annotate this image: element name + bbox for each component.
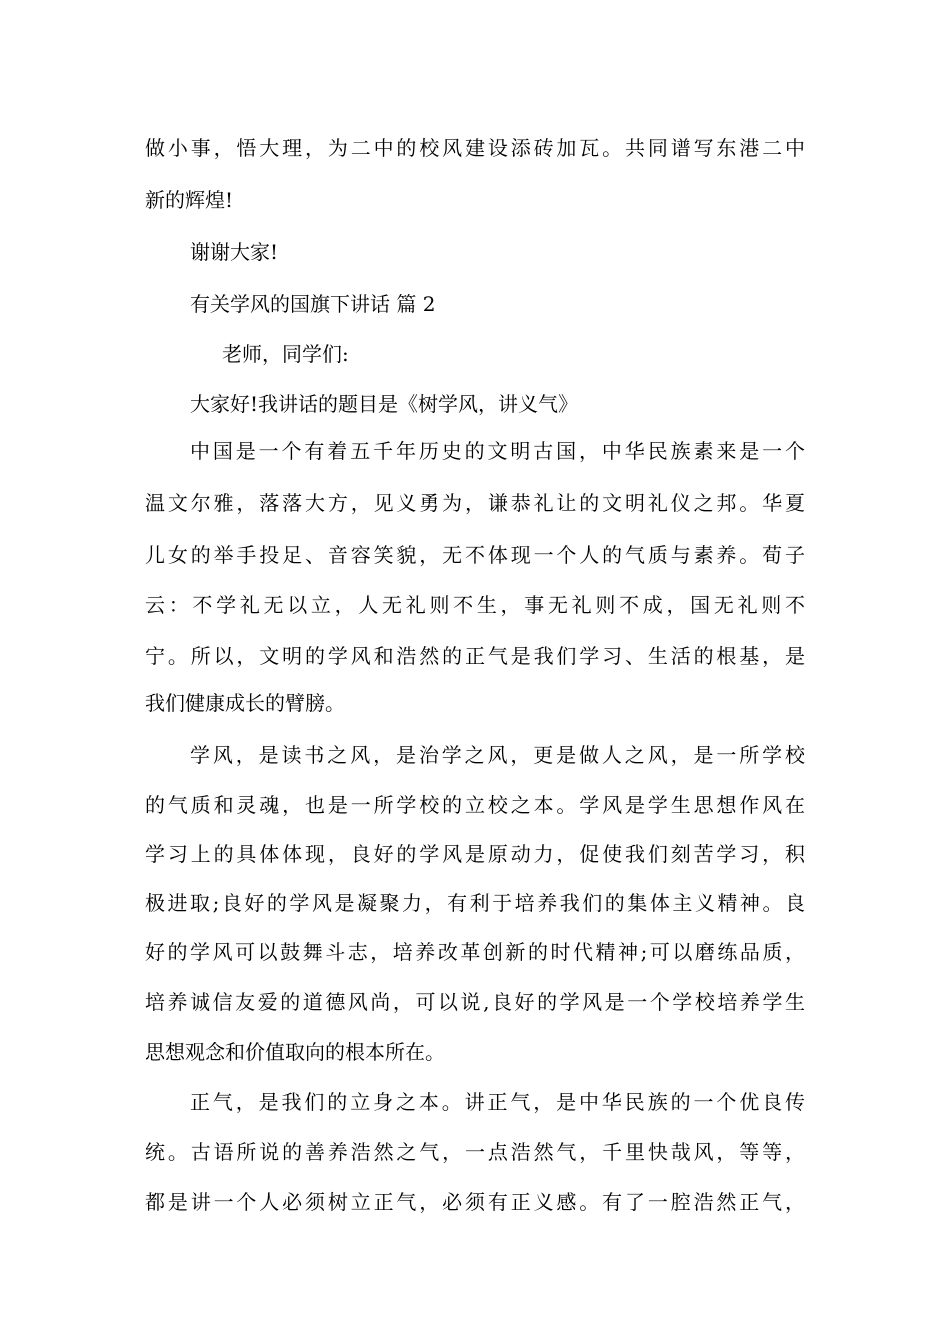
paragraph-line: 统。古语所说的善养浩然之气，一点浩然气，千里快哉风，等等， <box>145 1140 805 1164</box>
section-heading: 有关学风的国旗下讲话 篇 2 <box>190 292 436 316</box>
paragraph-line: 都是讲一个人必须树立正气，必须有正义感。有了一腔浩然正气， <box>145 1190 805 1214</box>
continuation-line-2: 新的辉煌! <box>145 188 234 212</box>
paragraph-line: 我们健康成长的臂膀。 <box>145 691 345 715</box>
paragraph-line: 思想观念和价值取向的根本所在。 <box>145 1040 445 1064</box>
salutation: 老师，同学们: <box>222 342 349 366</box>
paragraph-line: 温文尔雅，落落大方，见义勇为，谦恭礼让的文明礼仪之邦。华夏 <box>145 491 805 515</box>
paragraph-line: 极进取;良好的学风是凝聚力，有利于培养我们的集体主义精神。良 <box>145 891 805 915</box>
paragraph-line: 学习上的具体体现，良好的学风是原动力，促使我们刻苦学习，积 <box>145 842 805 866</box>
paragraph-line: 培养诚信友爱的道德风尚，可以说,良好的学风是一个学校培养学生 <box>145 990 805 1014</box>
paragraph-line: 正气，是我们的立身之本。讲正气，是中华民族的一个优良传 <box>190 1090 805 1114</box>
paragraph-line: 儿女的举手投足、音容笑貌，无不体现一个人的气质与素养。荀子 <box>145 543 805 567</box>
paragraph-line: 云：不学礼无以立，人无礼则不生，事无礼则不成，国无礼则不 <box>145 593 805 617</box>
greeting: 大家好!我讲话的题目是《树学风，讲义气》 <box>190 392 579 416</box>
paragraph-line: 宁。所以，文明的学风和浩然的正气是我们学习、生活的根基，是 <box>145 644 805 668</box>
thanks-line: 谢谢大家! <box>190 240 279 264</box>
paragraph-line: 好的学风可以鼓舞斗志，培养改革创新的时代精神;可以磨练品质， <box>145 940 805 964</box>
paragraph-line: 的气质和灵魂，也是一所学校的立校之本。学风是学生思想作风在 <box>145 793 805 817</box>
paragraph-line: 学风，是读书之风，是治学之风，更是做人之风，是一所学校 <box>190 743 805 767</box>
continuation-line-1: 做小事，悟大理，为二中的校风建设添砖加瓦。共同谱写东港二中 <box>145 136 805 160</box>
paragraph-line: 中国是一个有着五千年历史的文明古国，中华民族素来是一个 <box>190 439 805 463</box>
